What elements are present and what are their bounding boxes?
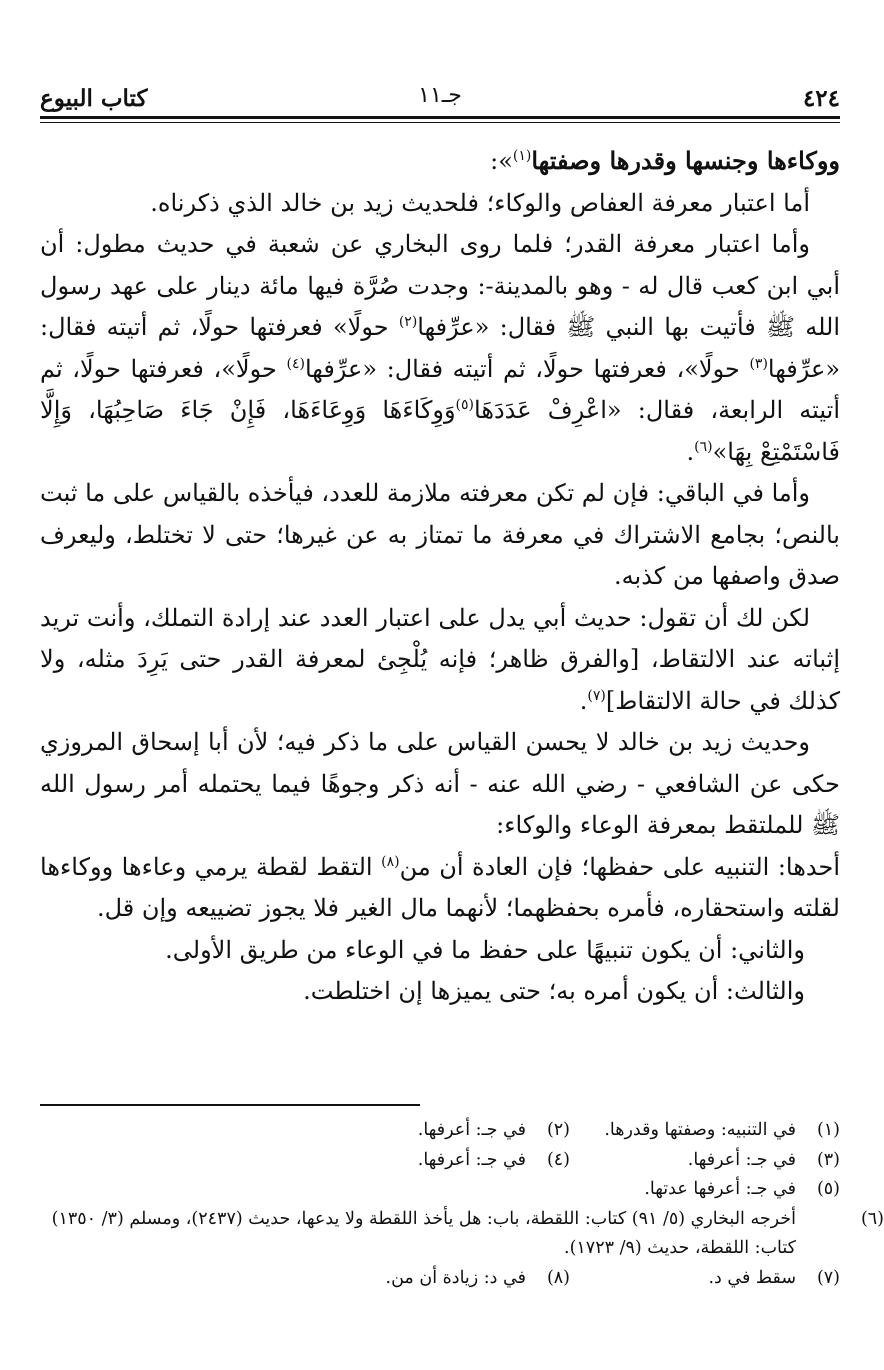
footnote-ref-1: (١) bbox=[512, 148, 532, 164]
footnote-1: (١)في التنبيه: وصفتها وقدرها. bbox=[604, 1120, 840, 1140]
footnote-ref-8: (٨) bbox=[381, 853, 400, 870]
footnote-4: (٤)في جـ: أعرفها. bbox=[417, 1149, 570, 1170]
footnote-rule bbox=[40, 1104, 420, 1106]
paragraph-6: أحدها: التنبيه على حفظها؛ فإن العادة أن من$^{(٨)}$ التقط لقطة يرمي وعاءها ووكاءها لقلته واستحقاره، فأمره بحفظهما؛ لأنهما مال الغير فلا يجوز تضييعه وإن قل. bbox=[40, 852, 840, 922]
paragraph-2: وأما اعتبار معرفة القدر؛ فلما روى البخاري عن شعبة في حديث مطول: أن أبي ابن كعب قال له - وهو بالمدينة-: وجدت صُرَّة فيها مائة دينار على عهد رسول الله ﷺ فأتيت بها النبي ﷺ فقال: «عرِّفها$^{(٢)}$ حولًا» فعرفتها حولًا، ثم أتيته فقال: «عرِّفها$^{(٣)}$ حولًا»، فعرفتها حولًا، ثم أتيته فقال: «عرِّفها$^{(٤)}$ حولًا»، فعرفتها حولًا، ثم أتيته الرابعة، فقال: «اعْرِفْ عَدَدَهَا$^{(٥)}$وَوِكَاءَهَا وَوِعَاءَهَا، فَإِنْ جَاءَ صَاحِبُهَا، وَإِلَّا فَاسْتَمْتِعْ بِهَا»$^{(٦)}$. bbox=[40, 230, 841, 466]
footnote-ref-2: (٢) bbox=[398, 314, 418, 330]
header-rule-thick bbox=[40, 116, 840, 119]
footnote-ref-6: (٦) bbox=[694, 438, 713, 455]
footnote-7: (٧)سقط في د. bbox=[708, 1267, 840, 1288]
paragraph-3: وأما في الباقي: فإن لم تكن معرفته ملازمة للعدد، فيأخذه بالقياس على ما ثبت بالنص؛ بجامع الاشتراك في معرفة ما تمتاز به عن غيرها؛ حتى لا تختلط، وليعرف صدق واصفها من كذبه. bbox=[40, 479, 840, 590]
section-title: ووكاءها وجنسها وقدرها وصفتها$^{(١)}$»: bbox=[490, 146, 840, 175]
paragraph-1: أما اعتبار معرفة العفاص والوكاء؛ فلحديث زيد بن خالد الذي ذكرناه. bbox=[150, 188, 810, 217]
paragraph-4: لكن لك أن تقول: حديث أبي يدل على اعتبار العدد عند إرادة التملك، وأنت تريد إثباته عند الالتقاط، [والفرق ظاهر؛ فإنه يُلْجِئ لمعرفة القدر حتى يَرِدَ مثله، ولا كذلك في حالة الالتقاط]$^{(٧)}$. bbox=[40, 603, 840, 715]
main-text bbox=[40, 140, 840, 1013]
header-rule-thin bbox=[40, 122, 840, 123]
page-number: ٤٢٤ bbox=[802, 85, 840, 112]
book-title: كتاب البيوع bbox=[40, 85, 148, 112]
page-header bbox=[40, 72, 840, 112]
book-page bbox=[40, 0, 884, 1370]
paragraph-8: والثالث: أن يكون أمره به؛ حتى يميزها إن اختلطت. bbox=[303, 977, 805, 1005]
footnote-3: (٣)في جـ: أعرفها. bbox=[687, 1149, 840, 1170]
footnote-ref-5: (٥) bbox=[455, 397, 475, 413]
footnote-2: (٢)في جـ: أعرفها. bbox=[417, 1120, 570, 1140]
paragraph-7: والثاني: أن يكون تنبيهًا على حفظ ما في الوعاء من طريق الأولى. bbox=[165, 935, 805, 964]
footnote-5: (٥)في جـ: أعرفها عدتها. bbox=[644, 1179, 840, 1199]
footnote-ref-3: (٣) bbox=[749, 355, 768, 372]
footnote-ref-4: (٤) bbox=[286, 355, 305, 372]
footnote-8: (٨)في د: زيادة أن من. bbox=[385, 1267, 570, 1288]
volume-label: جـ١١ bbox=[418, 83, 462, 108]
paragraph-5: وحديث زيد بن خالد لا يحسن القياس على ما ذكر فيه؛ لأن أبا إسحاق المروزي حكى عن الشافعي - رضي الله عنه - أنه ذكر وجوهًا فيما يحتمله أمر رسول الله ﷺ للملتقط بمعرفة الوعاء والوكاء: bbox=[40, 728, 841, 839]
footnote-ref-7: (٧) bbox=[587, 687, 606, 704]
footnote-6: (٦)أخرجه البخاري (٥/ ٩١) كتاب: اللقطة، باب: هل يأخذ اللقطة ولا يدعها، حديث (٢٤٣٧)، ومسلم (٣/ ١٣٥٠) كتاب: اللقطة، حديث (٩/ ١٧٢٣). bbox=[51, 1208, 884, 1258]
footnotes bbox=[40, 1116, 884, 1293]
